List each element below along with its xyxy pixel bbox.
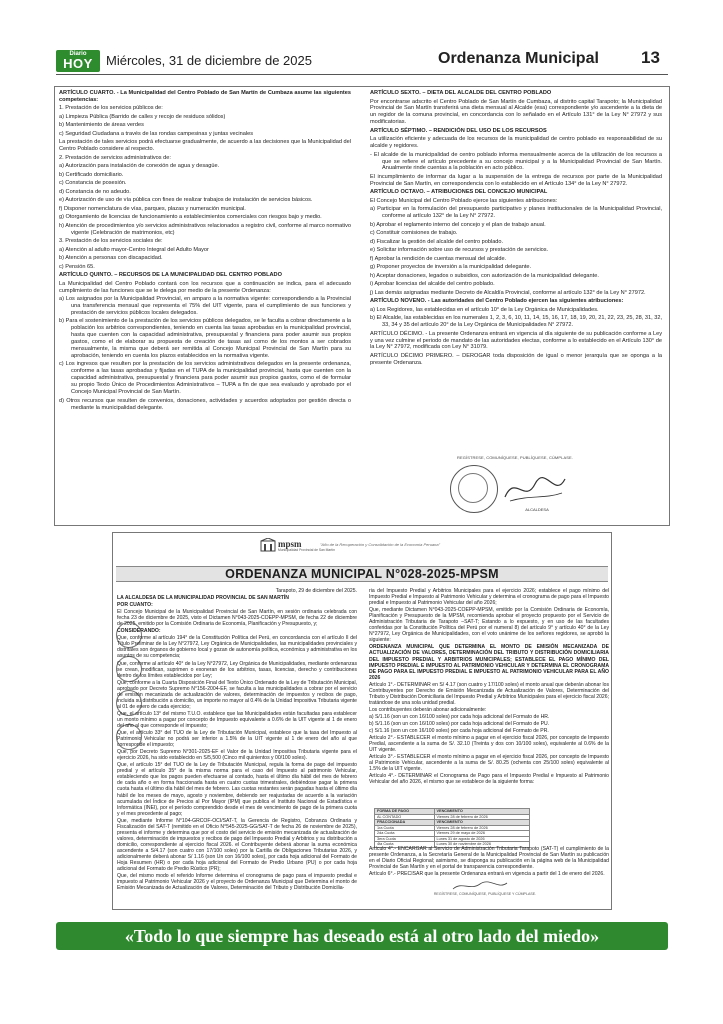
- bottom-signature-icon: [450, 880, 510, 892]
- mpsm-logo-subtitle: Municipalidad Provincial de San Martín: [278, 548, 335, 552]
- section-heading: CONSIDERANDO:: [117, 628, 161, 635]
- bottom-left-column: [117, 588, 357, 892]
- section-heading: ARTÍCULO NOVENO. - Las autoridades del Centro Poblado ejercen las siguientes atribuciones:: [370, 298, 624, 305]
- page-number: 13: [641, 48, 660, 67]
- table-cell: 4ta Cuota: [375, 842, 435, 848]
- bottom-right-closing: [369, 846, 609, 878]
- table-cell: 2da Cuota: [375, 831, 435, 837]
- paragraph: Que, el artículo 13° del mismo T.U.O. establece que las Municipalidades están facultadas para establecer un monto mínimo a pagar por concepto de Impuesto equivalente a 0.6% de la UIT vigente al 1 de enero del año al que corresponde el impuesto;: [117, 710, 357, 729]
- paragraph: c) Los ingresos que resulten por la prestación de los servicios administrativos delegados en la presente ordenanza, conforme a las tasas aprobadas y fijadas en el TUPA de la municipalidad provincial, hasta que cuenten con la capacidad administrativa, presupuestal y financiera para poder asumir sus propios gastos, como el de formular su propio Texto Único de Procedimientos Administrativos – TUPA a fin de que sea evaluado y aprobado por el Concejo Municipal Provincial de San Martín.: [59, 361, 351, 396]
- paragraph: El Concejo Municipal de la Municipalidad Provincial de San Martín, en sesión ordinaria celebrada con fecha 23 de diciembre de 2025, visto el Dictamen N°043-2025-COEPP-MPSM, de fecha 22 de diciembre de 2025, emitido por la Comisión Ordinaria de Economía, Planificación y Presupuesto, y;: [117, 609, 357, 628]
- paragraph: Que, por Decreto Supremo N°301-2025-EF el Valor de la Unidad Impositiva Tributaria vigente para el ejercicio 2026, ha sido establecido en S/5,500 (Cinco mil quinientos y 00/100 soles).: [117, 749, 357, 762]
- section-heading: ARTÍCULO SÉPTIMO. – RENDICIÓN DEL USO DE LOS RECURSOS: [370, 127, 547, 134]
- paragraph: Artículo 3°.- ESTABLECER el monto mínimo a pagar en el ejercicio fiscal 2026, por concepto de Impuesto al Patrimonio Vehicular, ascendente a la suma de S/. 80.25 (ochenta con 25/100 soles) equivalente al 1.5% de la UIT vigente.: [369, 754, 609, 773]
- section-heading: ARTÍCULO CUARTO. - La Municipalidad del Centro Poblado de San Martín de Cumbaza asume las siguientes competencias:: [59, 90, 351, 103]
- paragraph: c) Pensión 65.: [59, 263, 95, 270]
- official-seal-icon: [450, 465, 498, 513]
- paragraph: Artículo 4°.- DETERMINAR el Cronograma de Pago para el Impuesto Predial e Impuesto al Patrimonio Vehicular del año 2026, el mismo que se establece de la siguiente forma:: [369, 773, 609, 786]
- issue-date: Miércoles, 31 de diciembre de 2025: [106, 53, 312, 68]
- section-heading: ARTÍCULO SEXTO. – DIETA DEL ALCALDE DEL CENTRO POBLADO: [370, 90, 552, 96]
- table-cell: Lunes 31 de agosto de 2026: [434, 836, 530, 842]
- section-heading: ARTÍCULO OCTAVO. – ATRIBUCIONES DEL CONCEJO MUNICIPAL: [370, 189, 548, 196]
- paragraph: e) Solicitar información sobre uso de recursos y prestación de servicios.: [370, 247, 549, 254]
- paragraph: ria del Impuesto Predial y Arbitrios Municipales para el ejercicio 2026; establece el pago mínimo del Impuesto Predial e Impuesto al Patrimonio Vehicular y determina el cronograma de pago para el Impuesto predial e Impuesto al Patrimonio Vehicular del año 2026;: [369, 588, 609, 607]
- table-cell: Viernes 28 de febrero de 2026: [434, 825, 530, 831]
- bottom-right-column: [369, 588, 609, 786]
- handwritten-signature-icon: [500, 469, 570, 509]
- paragraph: La prestación de tales servicios podrá efectuarse gradualmente, de acuerdo a las decisiones que la Municipalidad del Centro Poblado considere al respecto.: [59, 139, 351, 153]
- paragraph: Artículo 4°.- ENCARGAR al Servicio de Administración Tributaria Tarapoto (SAT-T) el cumplimiento de la presente Ordenanza, a la Secretaría General de la Municipalidad Provincial de San Martín su publicación en el Diario Oficial Regional; asimismo, se disponga su publicación en la página web de la Municipalidad Provincial de San Martín y en el portal de transparencia correspondiente.: [369, 846, 609, 871]
- bottom-sign-caption: REGÍSTRESE, COMUNÍQUESE, PUBLÍQUESE Y CÚMPLASE.: [433, 892, 537, 896]
- paragraph: c) Constituir comisiones de trabajo.: [370, 230, 458, 237]
- paragraph: Que, mediante Dictamen N°043-2025-COEPP-MPSM, emitido por la Comisión Ordinaria de Economía, Planificación y Presupuesto de la MPSM, recomienda aprobar el proyecto propuesto por el Servicio de Administración Tributaria de Tarapoto –SAT-T; Estando a lo expuesto, y en uso de las facultades conferidas por la Constitución Política del Perú por el numeral 8) del artículo 9° y artículo 40° de la Ley N°27972, Ley Orgánica de Municipalidades, con el voto unánime de los señores regidores, se aprobó la siguiente:: [369, 607, 609, 644]
- paragraph: Por encontrarse adscrito el Centro Poblado de San Martín de Cumbaza, al distrito capital Tarapoto; la Municipalidad Provincial de San Martín transferirá una dieta mensual al Alcalde (esa) correspondiente y/o ascendente a la dieta de un regidor de la comuna provincial, en concordancia con lo señalado en el Artículo 131° de la Ley N° 27972 y sus modificatorias.: [370, 98, 662, 126]
- paragraph: Que, del mismo modo el referido Informe determina el cronograma de pago para el impuesto predial e impuesto al Patrimonio Vehicular 2026 y el proyecto de Ordenanza Municipal que Determina el monto de Emisión Mecanizada de Actualización de Valores, Determinación del Tributo y Distribución Domicilia-: [117, 873, 357, 892]
- logo-top-label: Diario: [69, 51, 87, 57]
- mpsm-emblem-icon: [260, 538, 276, 552]
- signature-caption: REGÍSTRESE, COMUNÍQUESE, PUBLÍQUESE, CÚMPLASE.: [457, 455, 573, 460]
- paragraph: b) El Alcalde, las establecidas en los numerales 1, 2, 3, 6, 10, 11, 14, 15, 16, 17, 18, 19, 20, 21, 22, 23, 25, 28, 31, 32, 33, 34 y 35 del artículo 20° de la Ley Orgánica de Municipalidades N° 27972.: [370, 315, 662, 329]
- top-right-column: [370, 90, 662, 368]
- paragraph: b) Para el sostenimiento de la prestación de los servicios públicos delegados, se le faculta a cobrar directamente a la población los arbitrios correspondientes, teniendo en cuenta las tasas aprobadas en la municipalidad provincial, hasta que cuenten con la capacidad administrativa, presupuestal y financiera para poder asumir sus propios gastos, como el de elaborar su propuesta de creación de tasas así como de los montos a ser cobrados mensualmente, la misma que deberá ser remitida al Concejo Municipal Provincial de San Martín para su aprobación, teniendo en cuenta los plazos establecidos en la normativa vigente.: [59, 318, 351, 359]
- paragraph: j) Las demás asignadas mediante Decreto de Alcaldía Provincial, conforme al artículo 132° de la Ley N° 27972.: [370, 289, 646, 296]
- section-heading: ARTÍCULO QUINTO. – RECURSOS DE LA MUNICIPALIDAD DEL CENTRO POBLADO: [59, 272, 282, 279]
- year-motto: "Año de la Recuperación y Consolidación de la Economía Peruana": [320, 542, 441, 547]
- paragraph: Que, el artículo 15° del TUO de la Ley de Tributación Municipal, regula la forma de pago del impuesto predial y el artículo 35° de la misma norma para el caso del Impuesto al patrimonio Vehicular, estableciendo que los pagos pueden efectuarse al contado, hasta el último día hábil del mes de febrero de cada año o en forma fraccionada hasta en cuatro cuotas trimestrales, debiéndose pagar la primera cuota hasta el último día hábil del mes de febrero. Las cuotas restantes serán pagadas hasta el último día hábil de los meses de mayo, agosto y noviembre, debiendo ser reajustadas de acuerdo a la variación acumulada del Índice de Precios al Por Mayor (IPM) que publica el Instituto Nacional de Estadística e Informática (INEI), por el período comprendido desde el mes de vencimiento de pago de la primera cuota y el mes precedente al pago;: [117, 762, 357, 817]
- paragraph: Los contribuyentes deberán abonar adicionalmente:: [369, 706, 487, 713]
- paragraph: Artículo 1°.- DETERMINAR en S/ 4.17 (son cuatro y 17/100 soles) el monto anual que deberán abonar los Contribuyentes por Derecho de Emisión Mecanizada de Actualización de Valores, Determinación del Tributo y Distribución Domiciliaria del Impuesto Predial y Arbitrios Municipales para el ejercicio fiscal 2026; tratándose de una sola unidad predial.: [369, 681, 609, 706]
- section-heading: POR CUANTO:: [117, 602, 153, 609]
- section-heading: LA ALCALDESA DE LA MUNICIPALIDAD PROVINCIAL DE SAN MARTÍN: [117, 595, 289, 602]
- paragraph: Tarapoto, 29 de diciembre del 2025.: [275, 588, 357, 594]
- paragraph: g) Otorgamiento de licencias de funcionamiento a establecimientos comerciales con riesgos bajo y medio.: [59, 214, 322, 221]
- table-cell: FORMA DE PAGO: [375, 809, 435, 815]
- signer-title: ALCALDESA: [525, 507, 549, 512]
- paragraph: h) Aceptar donaciones, legados o subsidios, con autorización de la municipalidad delegante.: [370, 272, 599, 279]
- paragraph: d) Constancia de no adeudo.: [59, 188, 131, 195]
- mpsm-logo-text: mpsm: [278, 539, 302, 549]
- table-cell: AL CONTADO: [375, 814, 435, 820]
- paragraph: i) Aprobar licencias del alcalde del centro poblado.: [370, 281, 495, 288]
- paragraph: b) S/1.16 (son un con 16/100 soles) por cada hoja adicional del Formato de PU.: [369, 720, 550, 727]
- paragraph: a) Autorización para instalación de conexión de agua y desagüe.: [59, 163, 220, 170]
- paragraph: Que, el artículo 33° del TUO de la Ley de Tributación Municipal, establece que la tasa del Impuesto al Patrimonio Vehicular no podrá ser inferior a 1.5% de la UIT vigente al 1 de enero del año al que corresponde el impuesto;: [117, 730, 357, 749]
- paragraph: 3. Prestación de los servicios sociales de:: [59, 238, 163, 245]
- paragraph: b) Atención a personas con discapacidad.: [59, 255, 163, 262]
- paragraph: d) Otros recursos que resulten de convenios, donaciones, actividades y acuerdos adoptados por gestión directa o mediante la municipalidad delegante.: [59, 397, 351, 411]
- page-header: [56, 50, 668, 72]
- paragraph: a) Participar en la formulación del presupuesto participativo y planes institucionales de la Municipalidad Provincial, conforme al artículo 132° de la Ley N° 27972.: [370, 206, 662, 220]
- paragraph: Que, conforme a la Cuarta Disposición Final del Texto Único Ordenado de la Ley de Tributación Municipal, aprobado por Decreto Supremo N°156-2004-EF, se faculta a las municipalidades a cobrar por el servicio de emisión mecanizada de actualización de valores, determinación de impuestos y recibos de pago, incluida su distribución a domicilio, un importe no mayor al 0.4% de la Unidad Impositiva Tributaria vigente al 01 de enero de cada ejercicio;: [117, 679, 358, 710]
- paragraph: d) Fiscalizar la gestión del alcalde del centro poblado.: [370, 238, 504, 245]
- section-heading: ORDENANZA MUNICIPAL QUE DETERMINA EL MONTO DE EMISIÓN MECANIZADA DE ACTUALIZACIÓN DE VALORES, DETERMINACIÓN DEL TRIBUTO Y DISTRIBUCIÓN DOMICILIARIA DEL IMPUESTO PREDIAL Y ARBITRIOS MUNICIPALES; ESTABLECE EL PAGO MÍNIMO DEL IMPUESTO PREDIAL E IMPUESTO AL PATRIMONIO VEHICULAR Y DETERMINA EL CRONOGRAMA DE PAGO PARA EL IMPUESTO PREDIAL E IMPUESTO AL PATRIMONIO VEHICULAR PARA EL AÑO 2026: [369, 644, 609, 681]
- paragraph: a) Los asignados por la Municipalidad Provincial, en amparo a la normativa vigente: correspondiendo a la Provincial una transferencia mensual que representa el 75% del UIT vigente, para el cumplimiento de sus funciones y prestación de servicios públicos locales delegados.: [59, 296, 351, 316]
- table-cell: VENCIMIENTO: [434, 820, 530, 826]
- paragraph: a) Atención al adulto mayor-Centro Integral del Adulto Mayor: [59, 246, 209, 253]
- paragraph: Que, conforme al artículo 40° de la Ley N°27972, Ley Orgánica de Municipalidades, mediante ordenanzas se crean, modifican, suprimen o exoneran de los arbitrios, tasas, licencias, derecho y contribuciones dentro de los límites establecidos por Ley;: [117, 660, 357, 679]
- paragraph: a) Los Regidores, las establecidas en el artículo 10° de la Ley Orgánica de Municipalidades.: [370, 306, 599, 313]
- paragraph: a) Limpieza Pública (Barrido de calles y recojo de residuos sólidos): [59, 113, 226, 120]
- paragraph: b) Aprobar el reglamento interno del concejo y el plan de trabajo anual.: [370, 221, 546, 228]
- paragraph: ARTÍCULO DÉCIMO. - La presente Ordenanza entrará en vigencia al día siguiente de su publicación conforme a Ley y una vez culmine el periodo de mandato de las autoridades electas, conforme a lo establecido en el Artículo 130° de la Ley N° 27972, modificada con Ley N° 31079.: [370, 330, 662, 351]
- table-cell: Viernes 28 de febrero de 2026: [434, 814, 530, 820]
- paragraph: ARTÍCULO DÉCIMO PRIMERO. – DEROGAR toda disposición de igual o menor jerarquía que se oponga a la presente Ordenanza.: [370, 352, 662, 366]
- table-cell: VENCIMIENTO: [434, 809, 530, 815]
- paragraph: b) Mantenimiento de áreas verdes: [59, 122, 144, 129]
- paragraph: - El alcalde de la municipalidad de centro poblado informa mensualmente acerca de la utilización de los recursos a que se refiere el artículo precedente a su concejo municipal y a la Municipalidad Provincial de San Martín. Anualmente rinde cuentas a la población en acto público.: [370, 151, 662, 172]
- paragraph: c) Seguridad Ciudadana a través de las rondas campesinas y juntas vecinales: [59, 130, 254, 137]
- paragraph: Que, conforme al artículo 194° de la Constitución Política del Perú, en concordancia con el artículo II del Título Preliminar de la Ley N°27972, Ley Orgánica de Municipalidades, las municipalidades provinciales y distritales son órganos de gobierno local y gozan de autonomía política, económica y administrativa en los asuntos de su competencia;: [117, 635, 357, 660]
- paragraph: 1. Prestación de los servicios públicos de:: [59, 105, 163, 112]
- table-cell: 1ra Cuota: [375, 825, 435, 831]
- paragraph: a) S/1.16 (son un con 16/100 soles) por cada hoja adicional del Formato de HR.: [369, 713, 550, 720]
- table-cell: Viernes 29 de mayo de 2026: [434, 831, 530, 837]
- top-left-column: [59, 90, 351, 413]
- paragraph: El incumplimiento de informar da lugar a la suspensión de la entrega de recursos por parte de la Municipalidad Provincial de San Martín, en correspondencia con lo establecido en el Artículo 134° de la Ley N° 27972.: [370, 173, 662, 187]
- section-title: Ordenanza Municipal: [438, 50, 599, 67]
- paragraph: f) Disponer nomenclatura de vías, parques, plazas y numeración municipal.: [59, 205, 246, 212]
- paragraph: El Concejo Municipal del Centro Poblado ejerce las siguientes atribuciones:: [370, 197, 558, 204]
- payment-schedule-table: [374, 808, 530, 848]
- top-signature-block: [440, 455, 590, 517]
- paragraph: Artículo 2°.- ESTABLECER el monto mínimo a pagar en el ejercicio fiscal 2026, por concepto de Impuesto Predial, ascendente a la suma de S/. 32.10 (Treinta y dos con 10/100 soles), equivalente al 0.6% de la UIT vigente.: [369, 735, 609, 754]
- paragraph: c) S/1.16 (son un con 16/100 soles) por cada hoja adicional del Formato de PR.: [369, 728, 549, 735]
- paragraph: g) Proponer proyectos de inversión a la municipalidad delegante.: [370, 264, 532, 271]
- paragraph: f) Aprobar la rendición de cuentas mensual del alcalde.: [370, 255, 507, 262]
- logo-main-label: HOY: [63, 56, 93, 71]
- paragraph: 2. Prestación de servicios administrativos de:: [59, 154, 171, 161]
- ordinance-title: ORDENANZA MUNICIPAL N°028-2025-MPSM: [116, 566, 608, 582]
- table-cell: FRACCIONADA: [375, 820, 435, 826]
- paragraph: La Municipalidad del Centro Poblado contará con los recursos que a continuación se indica, para el adecuado cumplimiento de las funciones que se le delega por medio de la presente Ordenanza:: [59, 280, 351, 294]
- footer-quote: «Todo lo que siempre has deseado está al otro lado del miedo»: [56, 922, 668, 950]
- paragraph: h) Atención de procedimientos y/o servicios administrativos relacionados a registro civil, conforme al marco normativo vigente (Celebración de matrimonios, etc): [59, 222, 351, 236]
- paragraph: Artículo 6°.- PRECISAR que la presente Ordenanza entrará en vigencia a partir del 1 de enero del 2026.: [369, 871, 605, 878]
- newspaper-logo: [56, 50, 100, 72]
- paragraph: c) Constancia de posesión.: [59, 180, 127, 187]
- paragraph: e) Autorización de uso de vía pública con fines de realizar trabajos de instalación de servicios básicos.: [59, 197, 313, 204]
- paragraph: b) Certificado domiciliario.: [59, 171, 124, 178]
- table-cell: 3era Cuota: [375, 836, 435, 842]
- table-cell: Lunes 30 de noviembre de 2026: [434, 842, 530, 848]
- mpsm-banner: [260, 538, 470, 554]
- paragraph: La utilización eficiente y adecuada de los recursos de la municipalidad de centro poblado es responsabilidad de su alcalde y regidores.: [370, 136, 662, 150]
- paragraph: Que, mediante Informe N°104-GRCOF-OCI/SAT-T, la Gerencia de Registro, Cobranza Ordinaria y Fiscalización del SAT-T (remitido en el Oficio N°545-2025-GG/SAT-T de fecha 26 de noviembre de 2025), presenta el informe y determina que por el costo del servicio de emisión mecanizada de actualización de valores, determinación de impuestos y recibos de pago del Impuesto Predial y Arbitrios y su distribución a domicilio, correspondiente al ejercicio fiscal 2026. el Contribuyente deberá abonar la suma económica ascendente a S/4.17 (son cuatro con 17/100 soles) por la Cartilla de Obligaciones Tributarias 2026, y adicionalmente deberá abonar S/ 1.16 (son Un con 16/100 soles), por cada hoja adicional del Formato de Hoja Resumen (HR) o por cada hoja adicional del Formato de Predio Urbano (PU) o por cada hoja adicional del Formato de Predio Rústico (PR);: [117, 817, 357, 873]
- header-divider: [56, 74, 668, 75]
